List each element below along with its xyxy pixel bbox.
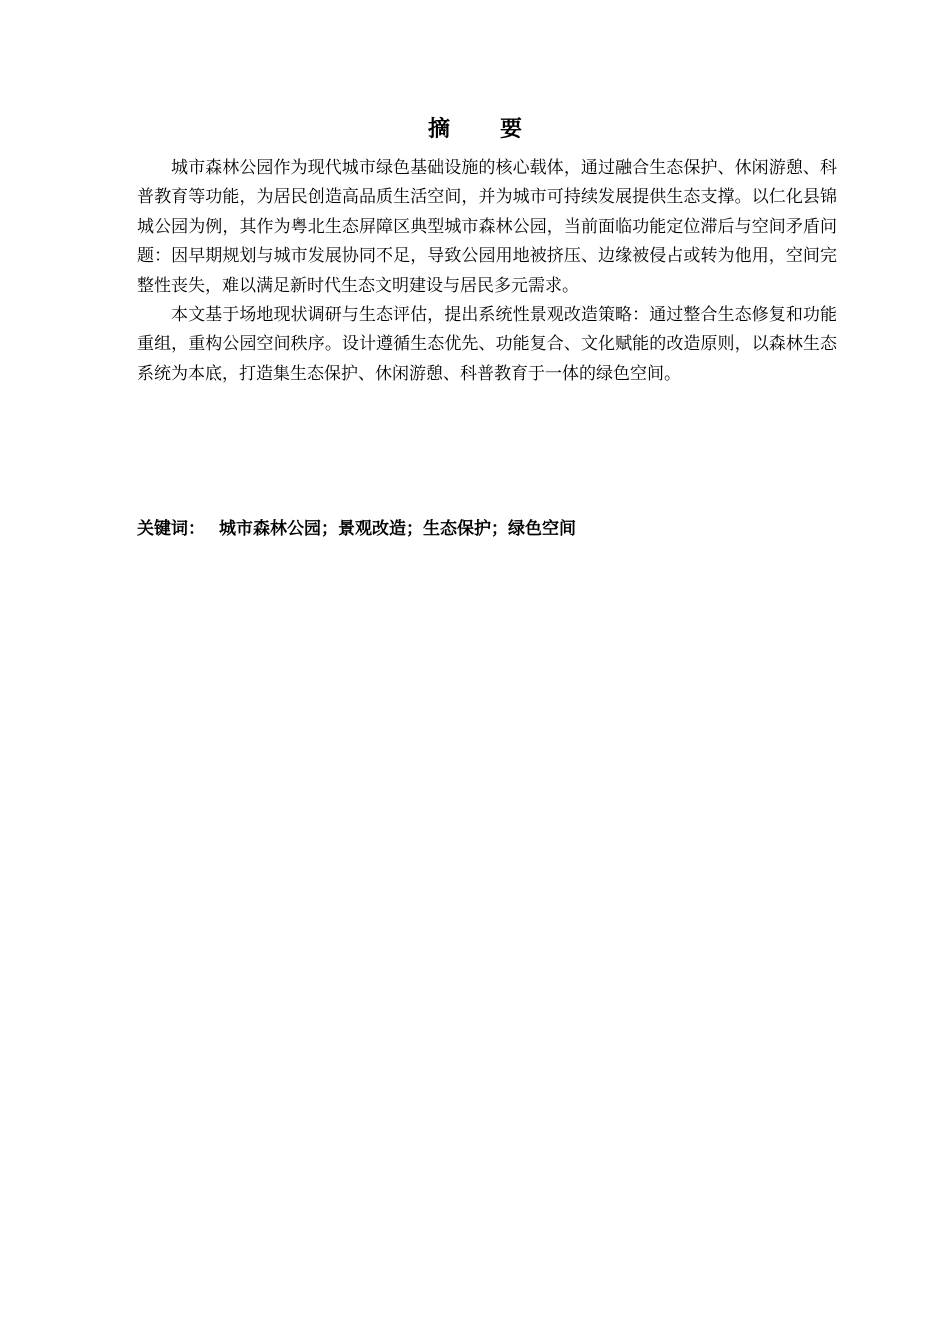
abstract-paragraph-2: 本文基于场地现状调研与生态评估，提出系统性景观改造策略：通过整合生态修复和功能重组，重构公园空间秩序。设计遵循生态优先、功能复合、文化赋能的改造原则，以森林生态系统为本底，打造集生态保护、休闲游憩、科普教育于一体的绿色空间。: [137, 305, 837, 384]
keywords-value: 城市森林公园；景观改造；生态保护；绿色空间: [219, 519, 576, 539]
keywords-line: [137, 514, 837, 544]
keywords-label: 关键词：: [137, 519, 205, 539]
abstract-body: [137, 154, 837, 389]
abstract-paragraph-1: 城市森林公园作为现代城市绿色基础设施的核心载体，通过融合生态保护、休闲游憩、科普教育等功能，为居民创造高品质生活空间，并为城市可持续发展提供生态支撑。以仁化县锦城公园为例，其作为粤北生态屏障区典型城市森林公园，当前面临功能定位滞后与空间矛盾问题：因早期规划与城市发展协同不足，导致公园用地被挤压、边缘被侵占或转为他用，空间完整性丧失，难以满足新时代生态文明建设与居民多元需求。: [137, 158, 837, 296]
abstract-title: 摘 要: [427, 117, 536, 142]
